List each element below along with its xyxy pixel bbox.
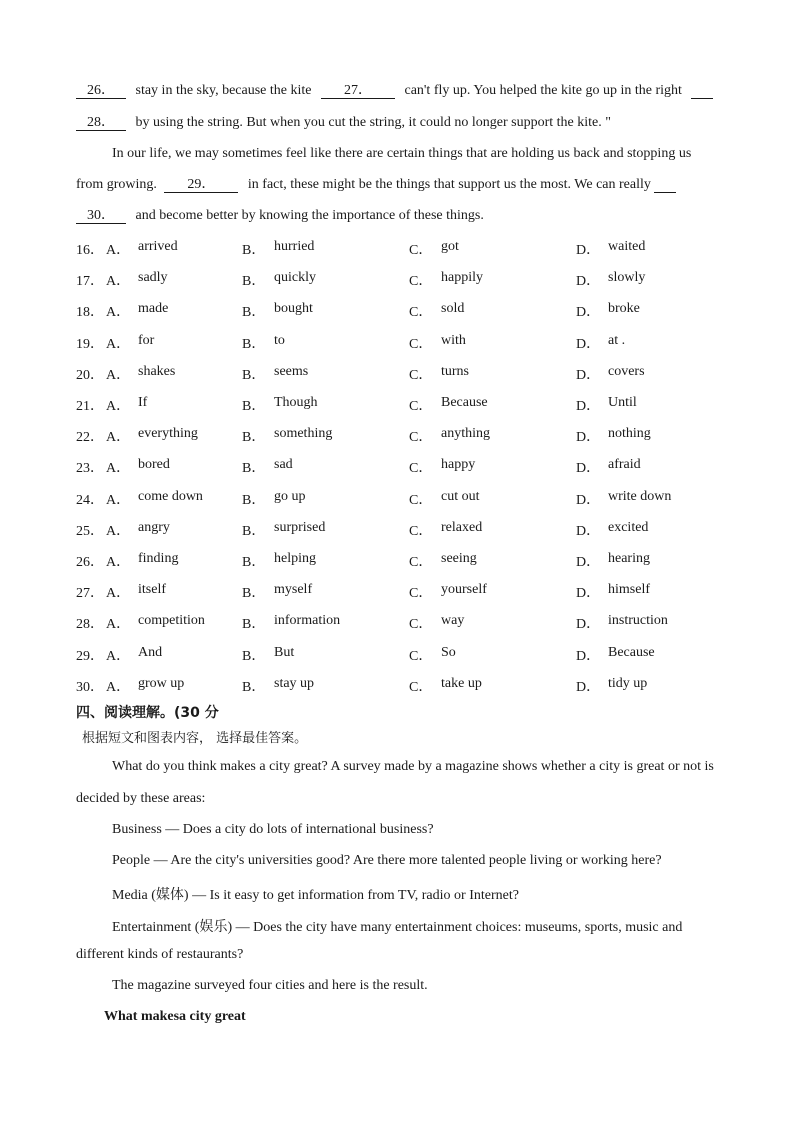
option-letter-c: C． xyxy=(409,586,433,602)
option-letter-c: C． xyxy=(409,367,433,383)
question-number: 27． xyxy=(76,586,104,602)
cloze-text: In our life, we may sometimes feel like there are certain things that are holding us back and stopping us xyxy=(112,146,692,161)
question-row xyxy=(76,551,756,571)
option-a: competition xyxy=(138,613,205,629)
option-letter-a: A． xyxy=(106,399,131,414)
option-b: surprised xyxy=(274,519,326,535)
option-a: grow up xyxy=(138,675,185,691)
option-letter-b: B． xyxy=(242,274,266,290)
option-letter-d: D． xyxy=(576,492,601,508)
option-a: itself xyxy=(138,582,166,598)
cloze-text: stay in the sky, because the kite xyxy=(135,83,312,98)
option-letter-b: B． xyxy=(242,243,266,258)
question-number: 29． xyxy=(76,648,104,664)
option-c: cut out xyxy=(441,488,480,504)
option-letter-c: C． xyxy=(409,648,433,664)
option-d: nothing xyxy=(608,426,651,442)
cloze-line-1 xyxy=(76,83,713,99)
question-row xyxy=(76,333,756,353)
question-number: 26． xyxy=(76,555,104,570)
section-instruction: 根据短文和图表内容， 选择最佳答案。 xyxy=(82,731,308,746)
option-letter-d: D． xyxy=(576,243,601,258)
question-row xyxy=(76,395,756,415)
question-number: 25． xyxy=(76,523,104,539)
option-c: So xyxy=(441,644,456,660)
option-letter-c: C． xyxy=(409,617,433,633)
option-b: information xyxy=(274,613,341,629)
question-row xyxy=(76,301,756,321)
option-letter-b: B． xyxy=(242,336,266,352)
question-row xyxy=(76,426,756,446)
option-c: way xyxy=(441,613,465,629)
cloze-text: can't fly up. You helped the kite go up in the right xyxy=(404,83,682,98)
option-letter-c: C． xyxy=(409,274,433,290)
option-a: everything xyxy=(138,426,198,442)
option-letter-a: A． xyxy=(106,617,131,633)
option-letter-c: C． xyxy=(409,492,433,508)
option-letter-c: C． xyxy=(409,430,433,446)
option-letter-a: A． xyxy=(106,555,131,570)
cloze-line-2 xyxy=(76,115,611,131)
table-title: What makesa city great xyxy=(104,1009,246,1024)
option-d: instruction xyxy=(608,613,668,629)
option-letter-a: A． xyxy=(106,274,131,290)
option-a: And xyxy=(138,644,163,660)
option-letter-b: B． xyxy=(242,305,266,321)
option-a: finding xyxy=(138,551,179,566)
question-number: 22． xyxy=(76,430,104,446)
option-letter-d: D． xyxy=(576,679,601,695)
option-letter-b: B． xyxy=(242,399,266,414)
option-letter-d: D． xyxy=(576,305,601,321)
option-letter-d: D． xyxy=(576,648,601,664)
option-a: for xyxy=(138,332,155,348)
option-letter-c: C． xyxy=(409,243,433,258)
option-letter-b: B． xyxy=(242,617,266,633)
option-d: broke xyxy=(608,301,640,317)
option-letter-a: A． xyxy=(106,586,131,602)
passage-line: decided by these areas: xyxy=(76,791,206,806)
blank-28: 28． xyxy=(76,116,126,131)
section-heading: 四、阅读理解。(30 分 xyxy=(76,705,219,721)
cloze-line-4 xyxy=(76,177,676,193)
option-c: Because xyxy=(441,395,488,410)
option-a: arrived xyxy=(138,239,178,254)
question-row xyxy=(76,239,756,259)
option-c: with xyxy=(441,332,466,348)
option-c: got xyxy=(441,239,459,254)
option-a: angry xyxy=(138,519,170,535)
question-number: 30． xyxy=(76,679,104,695)
option-a: shakes xyxy=(138,363,176,379)
option-d: covers xyxy=(608,363,645,379)
option-letter-d: D． xyxy=(576,523,601,539)
option-letter-a: A． xyxy=(106,367,131,383)
option-c: seeing xyxy=(441,551,477,566)
option-letter-b: B． xyxy=(242,492,266,508)
option-a: made xyxy=(138,301,169,317)
cloze-text: in fact, these might be the things that support us the most. We can really xyxy=(247,177,651,192)
question-row xyxy=(76,489,756,509)
option-b: quickly xyxy=(274,270,316,286)
option-c: sold xyxy=(441,301,465,317)
option-a: If xyxy=(138,395,148,410)
question-row xyxy=(76,520,756,540)
blank-continuation xyxy=(654,178,676,193)
option-letter-c: C． xyxy=(409,523,433,539)
option-d: excited xyxy=(608,519,649,535)
option-letter-a: A． xyxy=(106,336,131,352)
passage-line: different kinds of restaurants? xyxy=(76,947,244,962)
question-row xyxy=(76,270,756,290)
option-letter-c: C． xyxy=(409,555,433,570)
option-letter-b: B． xyxy=(242,523,266,539)
option-b: to xyxy=(274,332,285,348)
question-row xyxy=(76,613,756,633)
option-b: seems xyxy=(274,363,309,379)
option-c: turns xyxy=(441,363,469,379)
question-number: 23． xyxy=(76,461,104,477)
option-letter-a: A． xyxy=(106,523,131,539)
question-number: 18． xyxy=(76,305,104,321)
question-row xyxy=(76,457,756,477)
question-row xyxy=(76,582,756,602)
option-c: anything xyxy=(441,426,490,442)
option-b: myself xyxy=(274,582,313,598)
cloze-line-3 xyxy=(112,146,691,162)
option-a: come down xyxy=(138,488,203,504)
option-c: yourself xyxy=(441,582,487,598)
option-letter-d: D． xyxy=(576,617,601,633)
option-d: waited xyxy=(608,239,646,254)
question-row xyxy=(76,676,756,696)
option-letter-b: B． xyxy=(242,586,266,602)
blank-29: 29． xyxy=(164,178,238,193)
option-b: helping xyxy=(274,551,316,566)
cloze-text: by using the string. But when you cut the string, it could no longer support the kite. " xyxy=(135,115,611,130)
passage-line: What do you think makes a city great? A survey made by a magazine shows whether a city is great or not is xyxy=(112,759,714,774)
question-number: 21． xyxy=(76,399,104,414)
option-d: at . xyxy=(608,332,626,348)
option-letter-a: A． xyxy=(106,679,131,695)
option-b: hurried xyxy=(274,239,315,254)
option-letter-d: D． xyxy=(576,430,601,446)
question-number: 24． xyxy=(76,492,104,508)
option-b: Though xyxy=(274,395,318,410)
option-letter-c: C． xyxy=(409,336,433,352)
option-letter-a: A． xyxy=(106,648,131,664)
option-d: Because xyxy=(608,644,655,660)
option-a: bored xyxy=(138,457,170,473)
option-letter-b: B． xyxy=(242,367,266,383)
option-d: tidy up xyxy=(608,675,648,691)
option-letter-c: C． xyxy=(409,305,433,321)
option-a: sadly xyxy=(138,270,168,286)
option-letter-b: B． xyxy=(242,461,266,477)
option-d: Until xyxy=(608,395,637,410)
option-d: hearing xyxy=(608,551,650,566)
option-c: relaxed xyxy=(441,519,483,535)
passage-line-people: People — Are the city's universities good? Are there more talented people living or working here? xyxy=(112,853,662,868)
option-d: himself xyxy=(608,582,650,598)
blank-27: 27． xyxy=(321,84,395,99)
option-c: happy xyxy=(441,457,476,473)
question-number: 20． xyxy=(76,367,104,383)
cloze-text: and become better by knowing the importance of these things. xyxy=(135,208,484,223)
option-letter-a: A． xyxy=(106,243,131,258)
option-d: slowly xyxy=(608,270,646,286)
passage-line-media: Media (媒体) — Is it easy to get information from TV, radio or Internet? xyxy=(112,888,519,903)
option-b: sad xyxy=(274,457,293,473)
option-letter-c: C． xyxy=(409,461,433,477)
blank-continuation xyxy=(691,84,713,99)
option-letter-d: D． xyxy=(576,367,601,383)
option-letter-a: A． xyxy=(106,492,131,508)
option-letter-d: D． xyxy=(576,461,601,477)
blank-26: 26． xyxy=(76,84,126,99)
question-number: 16． xyxy=(76,243,104,258)
option-letter-d: D． xyxy=(576,399,601,414)
option-b: But xyxy=(274,644,295,660)
option-b: go up xyxy=(274,488,306,504)
option-b: bought xyxy=(274,301,313,317)
option-b: something xyxy=(274,426,333,442)
passage-line-business: Business — Does a city do lots of international business? xyxy=(112,822,434,837)
option-letter-c: C． xyxy=(409,679,433,695)
option-d: write down xyxy=(608,488,672,504)
option-letter-a: A． xyxy=(106,461,131,477)
option-b: stay up xyxy=(274,675,315,691)
question-row xyxy=(76,645,756,665)
option-letter-c: C． xyxy=(409,399,433,414)
blank-30: 30． xyxy=(76,209,126,224)
option-letter-a: A． xyxy=(106,305,131,321)
option-letter-a: A． xyxy=(106,430,131,446)
option-d: afraid xyxy=(608,457,641,473)
passage-line-entertainment: Entertainment (娱乐) — Does the city have many entertainment choices: museums, sports, music and xyxy=(112,920,683,935)
option-letter-b: B． xyxy=(242,430,266,446)
cloze-line-5 xyxy=(76,208,484,224)
option-letter-b: B． xyxy=(242,648,266,664)
option-c: take up xyxy=(441,675,482,691)
option-letter-d: D． xyxy=(576,274,601,290)
question-number: 19． xyxy=(76,336,104,352)
option-letter-d: D． xyxy=(576,336,601,352)
question-number: 17． xyxy=(76,274,104,290)
option-letter-d: D． xyxy=(576,586,601,602)
question-number: 28． xyxy=(76,617,104,633)
option-c: happily xyxy=(441,270,483,286)
option-letter-b: B． xyxy=(242,555,266,570)
option-letter-b: B． xyxy=(242,679,266,695)
cloze-text: from growing. xyxy=(76,177,157,192)
option-letter-d: D． xyxy=(576,555,601,570)
passage-line: The magazine surveyed four cities and here is the result. xyxy=(112,978,428,993)
question-row xyxy=(76,364,756,384)
